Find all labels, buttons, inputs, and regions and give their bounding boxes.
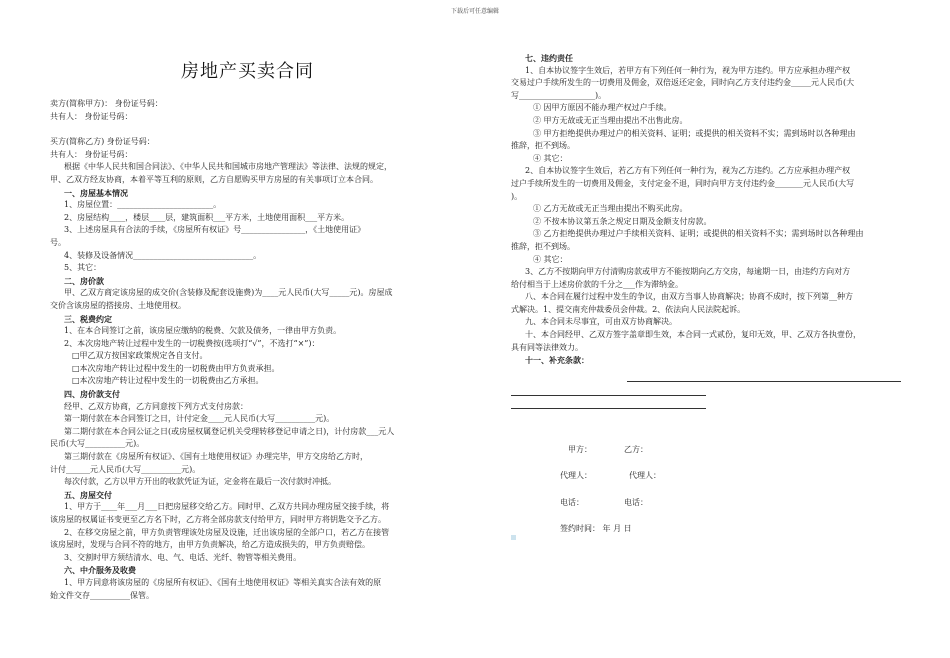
right-paragraph-line: ② 不按本协议第五条之规定日期及金额支付房款。 [533,216,712,226]
left-paragraph-line: 计付______元人民币(大写__________元)。 [50,464,201,474]
left-paragraph-line: 1、房屋位置：________________________。 [64,200,222,210]
left-paragraph-line: 第二期付款在本合同公证之日(或房屋权属登记机关受理转移登记申请之日)，计付房款___元人 [64,426,395,436]
left-paragraph-line: 二、房价款 [64,275,104,286]
left-paragraph-line: □本次房地产转让过程中发生的一切税费由甲方负责承担。 [72,363,280,373]
left-paragraph-line: 2、本次房地产转让过程中发生的一切税费按(选项打“√”，不选打“×”)： [64,338,320,348]
left-paragraph-line: 每次付款，乙方以甲方开出的收款凭证为证，定金将在最后一次付款时冲抵。 [64,477,336,487]
left-paragraph-line: □甲乙双方按国家政策规定各自支付。 [72,351,208,361]
right-paragraph-line: 十一、补充条款： [525,355,589,366]
left-paragraph-line: 5、其它： [64,263,102,273]
right-paragraph-line: 2、自本协议签字生效后，若乙方有下列任何一种行为，视为乙方违约。乙方应承担办理产权 [525,166,851,176]
right-paragraph-line: ③ 甲方拒绝提供办理过户的相关资料、证明；或提供的相关资料不实；需到场时以各种理由 [533,128,856,138]
right-column [511,52,906,367]
left-paragraph-line: 该房屋的权属证书变更至乙方名下时，乙方将全部房款支付给甲方，同时甲方将钥匙交予乙方。 [50,515,386,524]
right-paragraph-line: 写___________________)。 [511,90,607,100]
left-paragraph-line: 1、甲方于____年___月___日把房屋移交给乙方。同时甲、乙双方共同办理房屋交接手续，将 [64,502,390,512]
right-paragraph-line: 十、本合同经甲、乙双方签字盖章即生效，本合同一式贰份，复印无效，甲、乙双方各执壹份， [525,330,861,340]
right-paragraph-line: ① 因甲方原因不能办理产权过户手续。 [533,103,672,113]
right-paragraph-line: 七、违约责任 [525,53,573,63]
right-paragraph-line: 推辞，拒不到场。 [511,141,575,151]
left-paragraph-line: 4、装修及设备情况______________________________。 [64,250,262,260]
right-paragraph-line: ② 甲方无故或无正当理由提出不出售此房。 [533,115,688,125]
right-paragraph-line: ④ 其它： [533,153,568,163]
left-paragraph-line: 三、税费约定 [64,313,112,324]
left-paragraph-line: 始文件交存__________保管。 [50,590,154,600]
left-paragraph-line: 该房屋时，发现与合同不符的地方，由甲方负责解决，给乙方造成损失的，甲方负责赔偿。 [50,540,370,550]
phone-b-label: 电话： [624,498,648,507]
page-marker [511,535,516,540]
left-paragraph-line: 3、上述房屋具有合法的手续，《房屋所有权证》号________________，《土地使用证》 [64,225,366,235]
right-paragraph-line: )。 [511,191,523,201]
supplement-line-1 [627,381,901,382]
right-paragraph-line: 推辞，拒不到场。 [511,241,575,251]
left-paragraph-line: 共有人： 身份证号码： [50,149,133,159]
agent-a-label: 代理人： [560,471,592,480]
right-paragraph-line: 八、本合同在履行过程中发生的争议，由双方当事人协商解决；协商不成时，按下列第__种方 [525,292,853,302]
left-paragraph-line: 交价含该房屋的搭接房、土地使用权。 [50,300,186,310]
left-column [50,52,445,602]
left-paragraph-line: 六、中介服务及收费 [64,565,136,576]
left-paragraph-line: 第一期付款在本合同签订之日，计付定金____元人民币(大写__________元)。 [64,414,335,424]
agent-b-label: 代理人： [629,471,661,480]
left-paragraph-line: 一、房屋基本情况 [64,187,128,198]
right-paragraph-line: 具有同等法律效力。 [511,342,583,352]
right-paragraph-line: ① 乙方无故或无正当理由提出不购买此房。 [533,204,688,214]
left-paragraph-line: 2、房屋结构____，楼层____层，建筑面积___平方米，土地使用面积___平方米。 [64,212,350,222]
party-a-label: 甲方： [568,445,592,454]
left-paragraph-line: 甲、乙双方商定该房屋的成交价(含装修及配套设施费)为____元人民币(大写_____元)。房屋成 [64,288,393,298]
left-paragraph-line: 根据《中华人民共和国合同法》、《中华人民共和国城市房地产管理法》等法律、法规的规定， [64,162,392,172]
sign-date-label: 签约时间： 年 月 日 [560,524,632,533]
right-paragraph-line: 3、乙方不按期向甲方付清购房款或甲方不能按期向乙方交房，每逾期一日，由违约方向对方 [525,267,851,277]
left-paragraph-line: □本次房地产转让过程中发生的一切税费由乙方承担。 [72,376,264,386]
left-paragraph-line: 卖方(简称甲方)： 身份证号码： [50,99,163,108]
left-paragraph-line: 五、房屋交付 [64,489,112,500]
left-paragraph-line: 2、在移交房屋之前，甲方负责管理该处房屋及设施，迁出该房屋的全部户口，若乙方在接管 [64,527,390,537]
left-paragraph-line: 共有人： 身份证号码： [50,111,133,121]
left-paragraph-line: 1、在本合同签订之前，该房屋应缴纳的税费、欠款及债务，一律由甲方负责。 [64,326,342,336]
left-paragraph-line: 3、交割时甲方须结清水、电、气、电话、光纤、物管等相关费用。 [64,552,302,562]
right-paragraph-line: 交易过户手续所发生的一切费用及佣金，双倍返还定金，同时向乙方支付违约金_____元人民币(大 [511,78,855,88]
right-paragraph-line: 九、本合同未尽事宜，可由双方协商解决。 [525,317,677,327]
spacer [50,123,445,136]
contract-title: 房地产买卖合同 [181,61,314,82]
right-paragraph-line: 1、自本协议签字生效后，若甲方有下列任何一种行为，视为甲方违约。甲方应承担办理产权 [525,65,851,75]
left-paragraph-line: 号。 [50,237,66,247]
right-paragraph-line: 给付相当于上述房价款的千分之___作为滞纳金。 [511,279,683,289]
right-paragraph-line: ④ 其它： [533,254,568,264]
left-paragraph-line: 四、房价款支付 [64,389,120,400]
left-paragraph-line: 民币(大写__________元)。 [50,439,145,449]
left-paragraph-line: 第三期付款在《房屋所有权证》、《国有土地使用权证》办理完毕，甲方交房给乙方时， [64,452,368,462]
phone-a-label: 电话： [560,498,584,507]
supplement-line-3 [511,408,706,409]
left-paragraph-line: 甲、乙双方经友协商，本着平等互利的原则，乙方自愿购买甲方房屋的有关事项订立本合同。 [50,174,378,184]
supplement-line-2 [511,395,706,396]
right-paragraph-line: 式解决。1、提交南充仲裁委员会仲裁。2、依法向人民法院起诉。 [511,304,746,314]
left-paragraph-line: 1、甲方同意将该房屋的《房屋所有权证》、《国有土地使用权证》等相关真实合法有效的原 [64,577,382,587]
party-b-label: 乙方： [624,445,648,454]
left-paragraph-line: 买方(简称乙方) 身份证号码： [50,137,155,147]
right-paragraph-line: 过户手续所发生的一切费用及佣金，支付定金不退，同时向甲方支付违约金_______元人民币(大写 [511,178,855,188]
page-header: 下载后可任意编辑 [450,8,499,15]
left-paragraph-line: 经甲、乙双方协商，乙方同意按下列方式支付房款： [64,401,248,411]
right-paragraph-line: ③ 乙方拒绝提供办理过户手续相关资料、证明；或提供的相关资料不实；需到场时以各种理由 [533,229,864,239]
